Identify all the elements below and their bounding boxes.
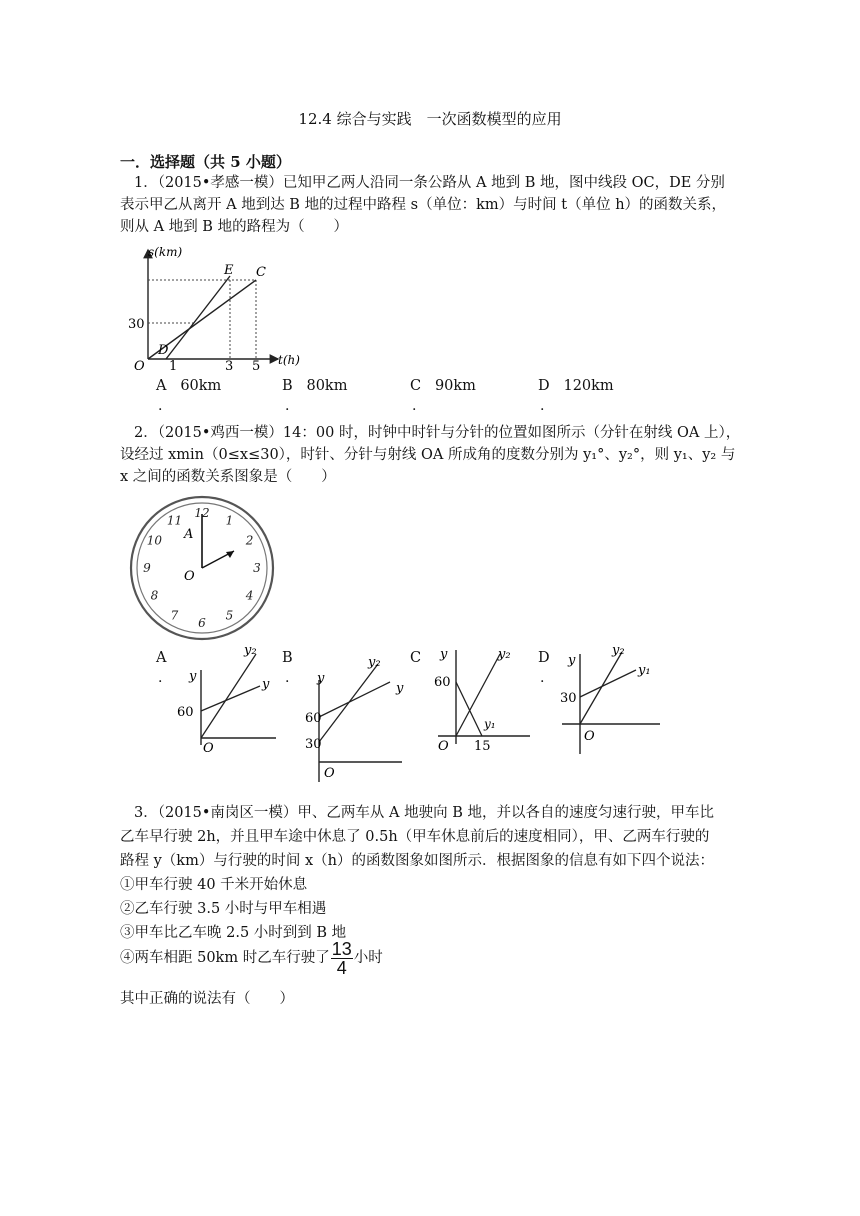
q3-line-1: 3．（2015•南岗区一模）甲、乙两车从 A 地驶向 B 地，并以各自的速度匀速行驶，甲车比 <box>134 805 714 821</box>
graph-c-tick-15: 15 <box>474 739 491 754</box>
graph-b-y1-label: y <box>396 681 404 696</box>
graph-c-y1-label: y₁ <box>484 717 496 731</box>
graph-d-line-y1 <box>580 670 636 697</box>
q1-option-b[interactable] <box>282 378 347 394</box>
clock-numeral-9: 9 <box>143 561 151 575</box>
q2-dot-b: . <box>285 670 290 686</box>
q1-distance-time-graph <box>128 242 313 372</box>
graph-a-y-label: y <box>189 669 197 684</box>
q2-dot-a: . <box>158 670 163 686</box>
q1-line-2: 表示甲乙从离开 A 地到达 B 地的过程中路程 s（单位：km）与时间 t（单位 h）的函数关系， <box>120 197 727 213</box>
q1-dot-d: . <box>540 398 545 414</box>
q2-graph-d <box>556 640 666 756</box>
graph-a-y1-label: y <box>262 677 270 692</box>
graph-b-tick-30: 30 <box>305 737 322 752</box>
graph-d-line-y2 <box>580 652 622 724</box>
graph-d-y2-label: y₂ <box>612 643 625 658</box>
graph-b-y-label: y <box>317 671 325 686</box>
q2-option-b[interactable]: B <box>282 650 293 666</box>
q1-x-label: t(h) <box>278 353 300 367</box>
clock-numeral-1: 1 <box>225 513 234 528</box>
clock-numeral-2: 2 <box>245 533 254 548</box>
page-title: 12.4 综合与实践 一次函数模型的应用 <box>298 110 562 128</box>
clock-numeral-10: 10 <box>146 533 163 548</box>
q2-line-2: 设经过 xmin（0≤x≤30），时针、分针与射线 OA 所成角的度数分别为 y₁°、y₂°，则 y₁、y₂ 与 <box>120 447 736 463</box>
graph-c-tick-60: 60 <box>434 675 451 690</box>
q1-segment-de <box>166 276 230 359</box>
q2-graph-b <box>302 650 414 785</box>
q2-clock-figure <box>128 494 276 642</box>
q1-dot-c: . <box>412 398 417 414</box>
graph-d-origin: O <box>584 729 595 744</box>
q2-graph-a <box>172 640 284 762</box>
q1-dot-a: . <box>158 398 163 414</box>
q1-option-c-text: 90km <box>434 378 476 394</box>
graph-a-origin: O <box>203 741 214 756</box>
q1-option-b-text: 80km <box>306 378 348 394</box>
q1-x-tick-1: 1 <box>169 359 178 372</box>
q1-point-e: E <box>224 263 234 278</box>
clock-numeral-5: 5 <box>225 608 234 623</box>
q3-statement-4 <box>120 938 383 978</box>
q2-option-c[interactable]: C <box>410 650 422 666</box>
q1-option-c-letter: C <box>410 378 422 394</box>
clock-numeral-6: 6 <box>198 616 206 630</box>
q1-y-label: s(km) <box>148 245 183 259</box>
graph-c-y2-label: y₂ <box>498 647 511 662</box>
q2-dot-d: . <box>540 670 545 686</box>
q1-point-o: O <box>134 359 145 372</box>
q1-option-a-text: 60km <box>180 378 222 394</box>
graph-a-line-y2 <box>201 654 256 738</box>
q3-line-3: 路程 y（km）与行驶的时间 x（h）的函数图象如图所示．根据图象的信息有如下四个说法： <box>120 853 714 869</box>
clock-numeral-7: 7 <box>170 608 179 623</box>
graph-b-line-y1 <box>319 682 390 717</box>
clock-numeral-4: 4 <box>245 588 254 603</box>
q2-graph-c <box>432 646 536 756</box>
graph-c-y-label: y <box>440 647 448 662</box>
q1-option-a-letter: A <box>156 378 167 394</box>
q3-statement-4-text: ④两车相距 50km 时乙车行驶了 <box>120 950 330 966</box>
q1-line-1: 1．（2015•孝感一模）已知甲乙两人沿同一条公路从 A 地到 B 地，图中线段 OC，DE 分别 <box>134 175 725 191</box>
q1-x-tick-5: 5 <box>252 359 261 372</box>
clock-numeral-8: 8 <box>150 588 159 603</box>
q1-option-d-text: 120km <box>563 378 614 394</box>
q2-line-3: x 之间的函数关系图象是（ ） <box>120 469 336 485</box>
clock-label-o: O <box>184 569 195 584</box>
q3-line-2: 乙车早行驶 2h，并且甲车途中休息了 0.5h（甲车休息前后的速度相同），甲、乙两车行驶的 <box>120 829 710 845</box>
q1-line-3: 则从 A 地到 B 地的路程为（ ） <box>120 219 349 235</box>
q3-question: 其中正确的说法有（ ） <box>120 991 294 1007</box>
q1-point-d: D <box>158 343 169 358</box>
graph-a-line-y1 <box>201 686 260 711</box>
graph-c-origin: O <box>438 739 449 754</box>
graph-a-y2-label: y₂ <box>244 643 257 658</box>
q1-option-a[interactable] <box>156 378 221 394</box>
q2-line-1: 2．（2015•鸡西一模）14：00 时，时钟中时针与分针的位置如图所示（分针在射线 OA 上）， <box>134 425 741 441</box>
clock-label-a: A <box>184 527 194 542</box>
clock-numeral-12: 12 <box>194 506 210 520</box>
q3-fraction-numerator: 13 <box>331 938 352 959</box>
graph-b-y2-label: y₂ <box>368 655 381 670</box>
q1-option-c[interactable] <box>410 378 476 394</box>
q2-option-d[interactable]: D <box>538 650 550 666</box>
graph-d-y1-label: y₁ <box>638 663 651 678</box>
section-heading: 一．选择题（共 5 小题） <box>120 153 291 171</box>
graph-b-tick-60: 60 <box>305 711 322 726</box>
graph-a-tick-60: 60 <box>177 705 194 720</box>
q1-option-d-letter: D <box>538 378 550 394</box>
q1-x-tick-3: 3 <box>225 359 234 372</box>
q1-option-d[interactable] <box>538 378 614 394</box>
q2-option-a[interactable]: A <box>156 650 167 666</box>
q1-y-tick-30: 30 <box>128 317 145 332</box>
q1-point-c: C <box>256 265 266 280</box>
q3-statement-3: ③甲车比乙车晚 2.5 小时到到 B 地 <box>120 925 347 941</box>
clock-numeral-3: 3 <box>253 561 261 575</box>
q3-fraction <box>331 940 353 977</box>
q1-option-b-letter: B <box>282 378 293 394</box>
q1-dot-b: . <box>285 398 290 414</box>
q3-statement-2: ②乙车行驶 3.5 小时与甲车相遇 <box>120 901 327 917</box>
graph-d-tick-30: 30 <box>560 691 577 706</box>
q3-statement-1: ①甲车行驶 40 千米开始休息 <box>120 877 308 893</box>
clock-numeral-11: 11 <box>166 513 183 528</box>
graph-b-origin: O <box>324 766 335 781</box>
q3-statement-4-unit: 小时 <box>353 950 383 966</box>
graph-d-y-label: y <box>568 653 576 668</box>
q3-fraction-denominator: 4 <box>336 957 347 978</box>
